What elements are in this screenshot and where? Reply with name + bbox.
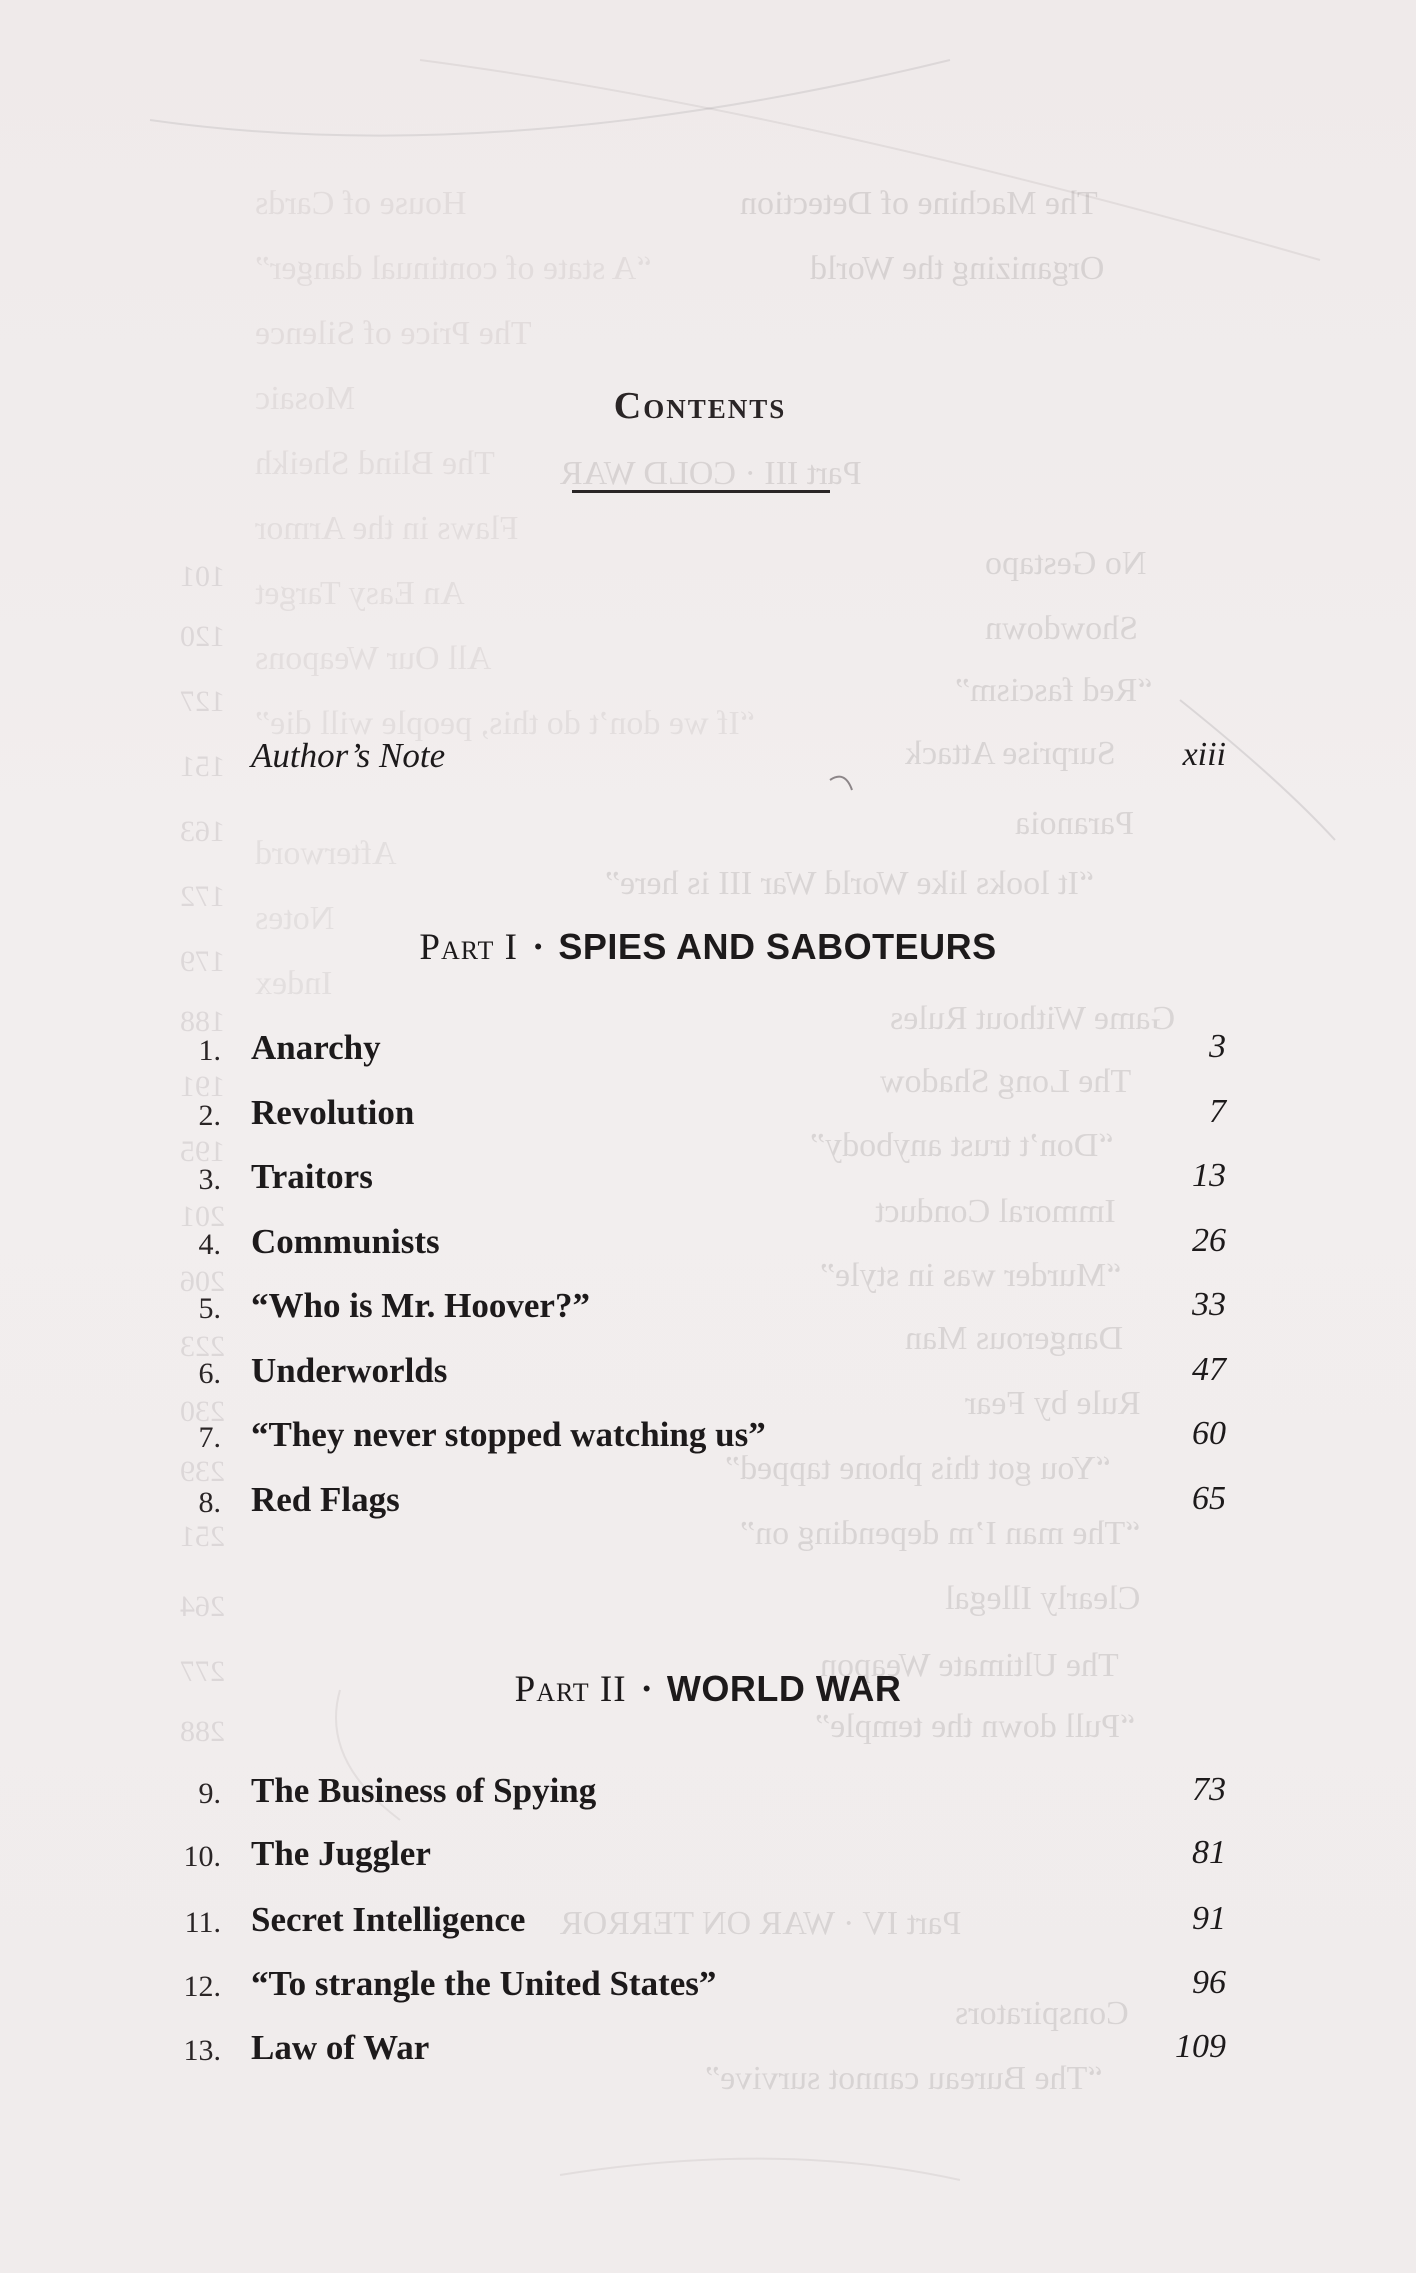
part-separator: ·: [640, 1669, 653, 1710]
toc-entry-page: 91: [1192, 1900, 1226, 1937]
toc-entry-number: 7.: [198, 1421, 221, 1454]
part-label: Part II: [514, 1669, 627, 1710]
toc-entry-page: 65: [1192, 1480, 1226, 1517]
toc-entry-number: 8.: [198, 1486, 221, 1519]
part-heading-1: [0, 926, 1416, 969]
toc-entry-title: “To strangle the United States”: [251, 1964, 717, 2003]
title-rule: [572, 490, 830, 493]
toc-entry-title: Law of War: [251, 2028, 430, 2067]
toc-entry[interactable]: [0, 1415, 1416, 1465]
toc-entry[interactable]: [0, 1222, 1416, 1272]
toc-entry[interactable]: [0, 2028, 1416, 2078]
toc-entry-title: Revolution: [251, 1093, 415, 1132]
toc-entry[interactable]: [0, 1028, 1416, 1078]
toc-entry-number: 3.: [198, 1163, 221, 1196]
part-label: Part I: [419, 927, 518, 968]
toc-entry-number: 12.: [183, 1970, 221, 2003]
toc-entry-number: 9.: [198, 1777, 221, 1810]
toc-entry-number: 11.: [184, 1906, 221, 1939]
toc-entry[interactable]: [0, 1093, 1416, 1143]
toc-entry[interactable]: [0, 1834, 1416, 1884]
toc-entry-title: “They never stopped watching us”: [251, 1415, 766, 1454]
toc-entry-number: 1.: [198, 1034, 221, 1067]
part-heading-2: [0, 1668, 1416, 1711]
toc-entry-page: 26: [1192, 1222, 1226, 1259]
toc-entry-page: 60: [1192, 1415, 1226, 1452]
toc-entry-page: xiii: [1182, 736, 1226, 773]
toc-entry[interactable]: [0, 1480, 1416, 1530]
toc-entry-title: Red Flags: [251, 1480, 400, 1519]
toc-entry-title: Anarchy: [251, 1028, 381, 1067]
toc-entry-page: 3: [1209, 1028, 1226, 1065]
toc-entry-title: The Business of Spying: [251, 1771, 597, 1810]
toc-entry-page: 13: [1192, 1157, 1226, 1194]
toc-entry-title: The Juggler: [251, 1834, 431, 1873]
toc-entry-title: “Who is Mr. Hoover?”: [251, 1286, 590, 1325]
toc-entry[interactable]: [0, 1351, 1416, 1401]
toc-entry[interactable]: [0, 1157, 1416, 1207]
toc-entry-page: 47: [1192, 1351, 1226, 1388]
toc-entry-page: 109: [1175, 2028, 1226, 2065]
toc-entry-number: 6.: [198, 1357, 221, 1390]
toc-entry-page: 81: [1192, 1834, 1226, 1871]
toc-entry[interactable]: [0, 1900, 1416, 1950]
toc-entry[interactable]: [0, 1286, 1416, 1336]
toc-entry-number: 5.: [198, 1292, 221, 1325]
toc-entry-title: Underworlds: [251, 1351, 448, 1390]
toc-entry-title: Secret Intelligence: [251, 1900, 526, 1939]
toc-entry-page: 7: [1209, 1093, 1226, 1130]
contents-title: Contents: [613, 385, 787, 427]
toc-entry-number: 13.: [183, 2034, 221, 2067]
toc-entry-page: 33: [1192, 1286, 1226, 1323]
toc-entry-number: 2.: [198, 1099, 221, 1132]
part-name: SPIES AND SABOTEURS: [558, 926, 997, 967]
toc-entry-authors-note[interactable]: [0, 736, 1416, 786]
toc-entry-page: 96: [1192, 1964, 1226, 2001]
part-name: WORLD WAR: [666, 1668, 902, 1709]
toc-entry-number: 4.: [198, 1228, 221, 1261]
toc-entry-title: Author’s Note: [251, 736, 446, 775]
toc-entry[interactable]: [0, 1771, 1416, 1821]
toc-entry-number: 10.: [183, 1840, 221, 1873]
toc-entry-title: Traitors: [251, 1157, 373, 1196]
toc-entry[interactable]: [0, 1964, 1416, 2014]
show-through-background: The Machine of Detection Organizing the World Part III · COLD WAR No Gestapo Showdown “Red fascism” Surprise Attack Paranoia “It looks like World War III is here” Game Without Rules The Long Shadow “Don’t trust anybody” Immoral Conduct “Murder was in style” Dangerous Man Rule by Fear “You got this phone tapped” “The man I’m depending on” Clearly Illegal The Ultimate Weapon “Pull down the temple” Part IV · WAR ON TERROR Conspirators “The Bureau cannot survive” House of Cards “A state of continual danger” The Price of Silence Mosaic The Blind Sheikh Flaws in the Armor An Easy Target All Our Weapons “If we don’t do this, people will die” Afterword Notes Index 101 120 127 151 163 172 179 188 191 195 201 206 223 230 239 251 264 277 288: [180, 185, 1176, 2097]
part-separator: ·: [532, 927, 545, 968]
toc-entry-page: 73: [1192, 1771, 1226, 1808]
toc-entry-title: Communists: [251, 1222, 440, 1261]
